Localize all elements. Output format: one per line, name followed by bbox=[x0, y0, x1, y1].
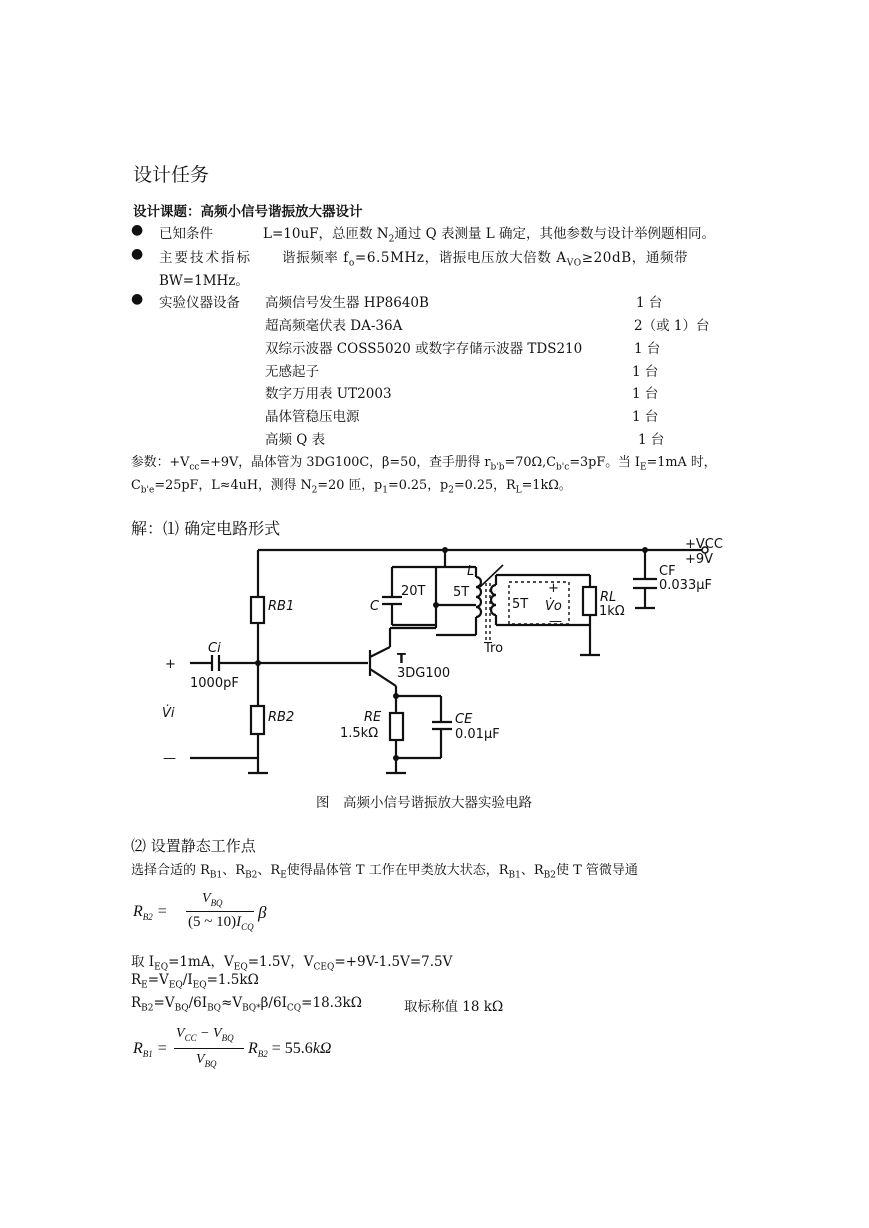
eq1-lhs: $R_{B2}$ = bbox=[133, 903, 168, 923]
eq2-fraction-bar bbox=[174, 1048, 244, 1049]
vi-minus: — bbox=[163, 751, 176, 766]
bullet-dot: ● bbox=[131, 246, 144, 262]
eq2-result: $R_{B2} = 55.6k\Omega$ bbox=[248, 1040, 332, 1060]
c-label: C bbox=[370, 599, 380, 614]
eq2-lhs: $R_{B1}$ = bbox=[133, 1040, 168, 1060]
bullet-dot: ● bbox=[131, 222, 144, 238]
cf-label: CF bbox=[659, 564, 676, 579]
rb1-label: RB1 bbox=[268, 599, 295, 614]
turns-5-primary: 5T bbox=[453, 585, 470, 600]
rl-label: RL bbox=[600, 590, 617, 605]
bullet-label-known: 已知条件 bbox=[159, 226, 213, 242]
cf-value: 0.033μF bbox=[659, 578, 712, 593]
vo-plus: + bbox=[548, 581, 559, 596]
instrument-name: 高频信号发生器 HP8640B bbox=[265, 295, 429, 311]
vo-minus: — bbox=[549, 614, 562, 629]
bullet-text-spec-cont: BW=1MHz。 bbox=[159, 273, 249, 289]
eq1-fraction-bar bbox=[186, 911, 254, 912]
instrument-name: 无感起子 bbox=[265, 364, 319, 380]
re-label: RE bbox=[364, 710, 382, 725]
ce-value: 0.01μF bbox=[455, 727, 500, 742]
transistor-label: T bbox=[397, 652, 406, 667]
ci-label: Ci bbox=[208, 641, 221, 656]
l-label: L bbox=[467, 564, 475, 579]
vcc-value: +9V bbox=[685, 552, 714, 567]
instrument-name: 数字万用表 UT2003 bbox=[265, 386, 392, 402]
params-line-2: $C_{b'e}=25pF$，L≈4uH，测得 $N_2=20$ 匝，$p_1=0.25$，$p_2=0.25$，$R_L=1k\Omega$。 bbox=[131, 478, 572, 496]
re-value: 1.5kΩ bbox=[340, 726, 379, 741]
instrument-name: 晶体管稳压电源 bbox=[265, 409, 360, 425]
bullet-dot: ● bbox=[131, 291, 144, 307]
vi-plus: + bbox=[165, 657, 176, 672]
vo-label: V̇o bbox=[545, 599, 562, 614]
section-2-text: 选择合适的 $R_{B1}$、$R_{B2}$、$R_E$使得晶体管 T 工作在甲类放大状态，$R_{B1}$、$R_{B2}$使 T 管微导通 bbox=[131, 863, 638, 881]
eq2-denominator: $V_{BQ}$ bbox=[196, 1052, 217, 1069]
instrument-name: 高频 Q 表 bbox=[265, 432, 326, 448]
turns-20: 20T bbox=[401, 584, 426, 599]
instrument-qty: 1 台 bbox=[634, 341, 661, 357]
params-line-1: 参数：$+V_{cc}=+9V$，晶体管为 3DG100C，β=50，查手册得 $r_{b'b}=70\Omega,C_{b'c}=3pF$。当 $I_E=1mA$ 时， bbox=[131, 455, 717, 473]
bullet-text-spec: 谐振频率 $f_o=6.5MHz$，谐振电压放大倍数 $A_{VO}\ge 20dB$，通频带 bbox=[282, 250, 689, 269]
instrument-qty: 1 台 bbox=[636, 295, 663, 311]
turns-5-secondary: 5T bbox=[512, 597, 529, 612]
solution-heading: 解：⑴ 确定电路形式 bbox=[131, 519, 281, 538]
section-2-heading: ⑵ 设置静态工作点 bbox=[131, 837, 256, 855]
bullet-text-known: L=10uF，总匝数 $N_2$通过 Q 表测量 L 确定，其他参数与设计举例题相同。 bbox=[263, 226, 716, 245]
eq1-numerator: $V_{BQ}$ bbox=[202, 891, 223, 908]
instrument-qty: 1 台 bbox=[632, 364, 659, 380]
bullet-label-equipment: 实验仪器设备 bbox=[159, 295, 240, 311]
line-re: $R_E=V_{EQ}/I_{EQ}=1.5k\Omega$ bbox=[131, 972, 259, 991]
ci-value: 1000pF bbox=[190, 676, 239, 691]
line-rb2-nominal: 取标称值 18 kΩ bbox=[404, 999, 504, 1015]
ce-label: CE bbox=[455, 712, 473, 727]
tro-label: Tro bbox=[484, 641, 504, 656]
instrument-name: 超高频毫伏表 DA-36A bbox=[265, 318, 403, 334]
eq2-numerator: $V_{CC} - V_{BQ}$ bbox=[176, 1026, 234, 1043]
vcc-label: +VCC bbox=[685, 537, 723, 552]
rl-value: 1kΩ bbox=[599, 604, 625, 619]
instrument-qty: 1 台 bbox=[632, 409, 659, 425]
bullet-label-spec: 主要技术指标 bbox=[159, 250, 252, 266]
figure-caption: 图 高频小信号谐振放大器实验电路 bbox=[316, 795, 532, 811]
instrument-name: 双综示波器 COSS5020 或数字存储示波器 TDS210 bbox=[265, 341, 583, 357]
line-rb2: $R_{B2}=V_{BQ}/6I_{BQ}\approx V_{BQ*}\beta/6I_{CQ}=18.3k\Omega$ bbox=[131, 995, 362, 1014]
line-ieq: 取 $I_{EQ}=1mA$，$V_{EQ}=1.5V$，$V_{CEQ}=+9V-1.5V=7.5V$ bbox=[131, 954, 453, 973]
vi-label: V̇i bbox=[162, 706, 175, 721]
rb2-label: RB2 bbox=[268, 710, 295, 725]
eq1-denominator: (5 ~ $10)I_{CQ}$ bbox=[188, 914, 254, 932]
instrument-qty: 1 台 bbox=[632, 386, 659, 402]
design-topic: 设计课题：高频小信号谐振放大器设计 bbox=[133, 204, 363, 220]
eq1-beta: β bbox=[258, 903, 267, 922]
instrument-qty: 1 台 bbox=[638, 432, 665, 448]
page-title: 设计任务 bbox=[133, 164, 210, 186]
circuit-diagram bbox=[150, 530, 750, 785]
transistor-model: 3DG100 bbox=[397, 666, 451, 681]
instrument-qty: 2（或 1）台 bbox=[634, 318, 710, 334]
